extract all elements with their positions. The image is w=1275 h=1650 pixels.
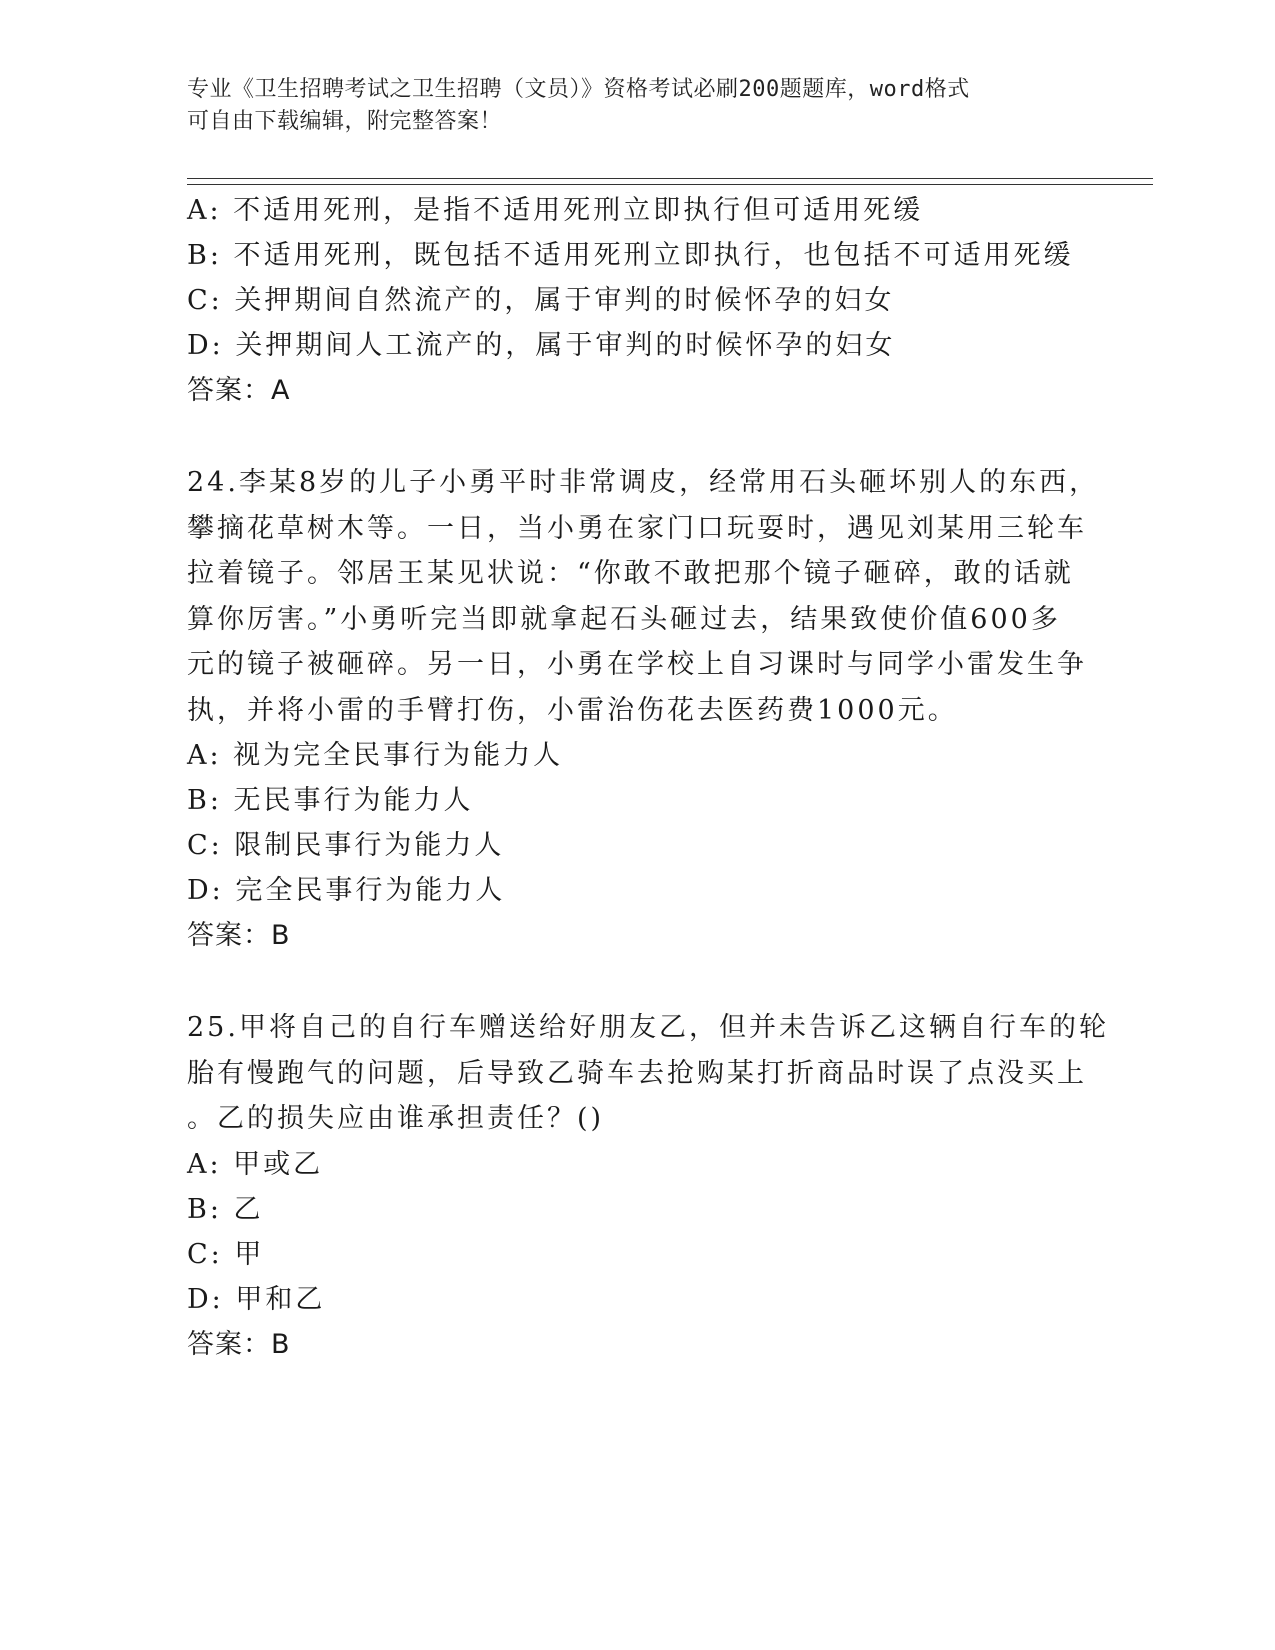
option-d: D: 关押期间人工流产的，属于审判的时候怀孕的妇女 xyxy=(187,330,896,361)
option-a: A: 视为完全民事行为能力人 xyxy=(187,740,564,771)
option-c: C: 关押期间自然流产的，属于审判的时候怀孕的妇女 xyxy=(187,285,895,316)
stem-line: 24.李某8岁的儿子小勇平时非常调皮，经常用石头砸坏别人的东西， xyxy=(187,467,1100,498)
header-divider-top xyxy=(187,178,1153,179)
answer-line: 答案：B xyxy=(187,920,291,951)
stem-line: 拉着镜子。邻居王某见状说：“你敢不敢把那个镜子砸碎，敢的话就 xyxy=(187,558,1074,589)
spacer xyxy=(187,959,1087,1005)
question-24 xyxy=(187,460,1100,959)
option-d: D: 完全民事行为能力人 xyxy=(187,875,506,906)
question-23 xyxy=(187,188,1087,414)
stem-line: 。乙的损失应由谁承担责任？() xyxy=(187,1103,605,1134)
header-line: 可自由下载编辑，附完整答案！ xyxy=(187,109,503,134)
stem-line: 执，并将小雷的手臂打伤，小雷治伤花去医药费1000元。 xyxy=(187,694,958,726)
answer-line: 答案：B xyxy=(187,1328,291,1360)
stem-line: 算你厉害。”小勇听完当即就拿起石头砸过去，结果致使价值600多 xyxy=(187,603,1061,635)
option-b: B: 乙 xyxy=(187,1193,264,1225)
question-stem xyxy=(187,460,1100,733)
question-stem xyxy=(187,1005,1109,1142)
answer-line: 答案：A xyxy=(187,375,291,406)
stem-line: 25.甲将自己的自行车赠送给好朋友乙，但并未告诉乙这辆自行车的轮 xyxy=(187,1012,1109,1043)
option-c: C: 限制民事行为能力人 xyxy=(187,830,505,861)
option-b: B: 无民事行为能力人 xyxy=(187,785,474,816)
question-content xyxy=(187,188,1109,1368)
header-divider-bottom xyxy=(187,184,1153,185)
question-25 xyxy=(187,1005,1109,1368)
option-a: A: 甲或乙 xyxy=(187,1148,324,1180)
stem-line: 胎有慢跑气的问题，后导致乙骑车去抢购某打折商品时误了点没买上 xyxy=(187,1057,1087,1089)
option-d: D: 甲和乙 xyxy=(187,1283,326,1315)
document-header xyxy=(187,74,1067,138)
header-line: 专业《卫生招聘考试之卫生招聘（文员）》资格考试必刷200题题库，word格式 xyxy=(187,77,970,102)
spacer xyxy=(187,414,1087,460)
option-b: B: 不适用死刑，既包括不适用死刑立即执行，也包括不可适用死缓 xyxy=(187,240,1074,271)
option-c: C: 甲 xyxy=(187,1238,265,1270)
option-a: A: 不适用死刑，是指不适用死刑立即执行但可适用死缓 xyxy=(187,195,924,226)
stem-line: 元的镜子被砸碎。另一日，小勇在学校上自习课时与同学小雷发生争 xyxy=(187,649,1087,680)
stem-line: 攀摘花草树木等。一日，当小勇在家门口玩耍时，遇见刘某用三轮车 xyxy=(187,512,1087,544)
